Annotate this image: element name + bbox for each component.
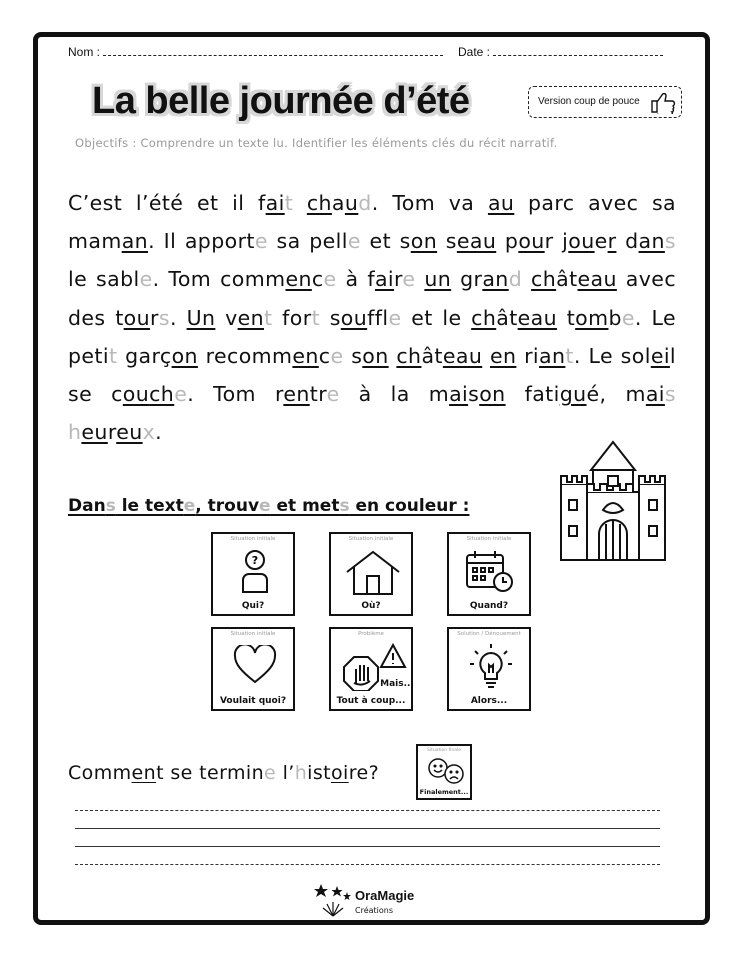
thumbs-up-icon	[649, 90, 677, 114]
story-text: C’est l’été et il fait chaud. Tom va au parc avec sa maman. Il apporte sa pelle et son seau pour jouer dans le sable. Tom commence à faire un grand château avec des tours. Un vent fort souffle et le château tombe. Le petit garçon recommence son château en riant. Le soleil se couche. Tom rentre à la maison fatigué, mais heureux.	[68, 191, 677, 445]
logo-name: OraMagie	[355, 888, 415, 903]
card-tag: Problème	[358, 631, 384, 637]
writing-line[interactable]	[75, 828, 660, 829]
lightbulb-icon	[467, 643, 515, 691]
page-title: La belle journée d’été	[92, 80, 470, 122]
card-ou[interactable]	[329, 532, 413, 616]
card-label: Alors...	[470, 696, 508, 706]
card-label: Qui?	[241, 601, 265, 611]
instruction: Dans le texte, trouve et mets en couleur :	[68, 496, 470, 516]
date-label: Date :	[458, 45, 491, 59]
name-field[interactable]	[68, 44, 443, 59]
card-qui[interactable]	[211, 532, 295, 616]
person-question-icon	[237, 550, 273, 594]
card-solution[interactable]	[447, 627, 531, 711]
writing-line[interactable]	[75, 846, 660, 847]
version-badge	[528, 86, 682, 118]
card-tag: Situation initiale	[230, 536, 276, 542]
card-probleme[interactable]	[329, 627, 413, 711]
version-label: Version coup de pouce	[538, 96, 640, 107]
date-field[interactable]	[458, 44, 663, 59]
card-label: Tout à coup...	[336, 696, 406, 706]
stars-fireworks-icon	[313, 882, 353, 918]
castle-illustration	[553, 440, 673, 565]
card-tag: Situation finale	[427, 748, 461, 753]
heart-icon	[233, 645, 277, 685]
logo-sub: Créations	[355, 906, 394, 915]
happy-sad-faces-icon	[426, 756, 466, 786]
name-label: Nom :	[68, 45, 101, 59]
card-tag: Situation initiale	[230, 631, 276, 637]
card-quand[interactable]	[447, 532, 531, 616]
card-finalement[interactable]	[416, 744, 472, 800]
writing-line[interactable]	[75, 810, 660, 811]
card-tag: Solution / Dénouement	[457, 631, 521, 637]
card-tag: Situation initiale	[348, 536, 394, 542]
card-label-secondary: Mais...	[380, 679, 414, 689]
house-icon	[345, 550, 401, 596]
calendar-clock-icon	[465, 550, 515, 594]
writing-line[interactable]	[75, 864, 660, 865]
card-label: Voulait quoi?	[219, 696, 287, 706]
card-label: Quand?	[469, 601, 509, 611]
card-voulait-quoi[interactable]	[211, 627, 295, 711]
objectives: Objectifs : Comprendre un texte lu. Identifier les éléments clés du récit narratif.	[75, 136, 558, 150]
card-label: Finalement...	[419, 788, 469, 796]
card-tag: Situation initiale	[466, 536, 512, 542]
card-label: Où?	[361, 601, 381, 611]
svg-text:?: ?	[251, 554, 259, 567]
oramagie-logo	[313, 882, 415, 922]
final-question: Comment se termine l’histoire?	[68, 762, 380, 784]
